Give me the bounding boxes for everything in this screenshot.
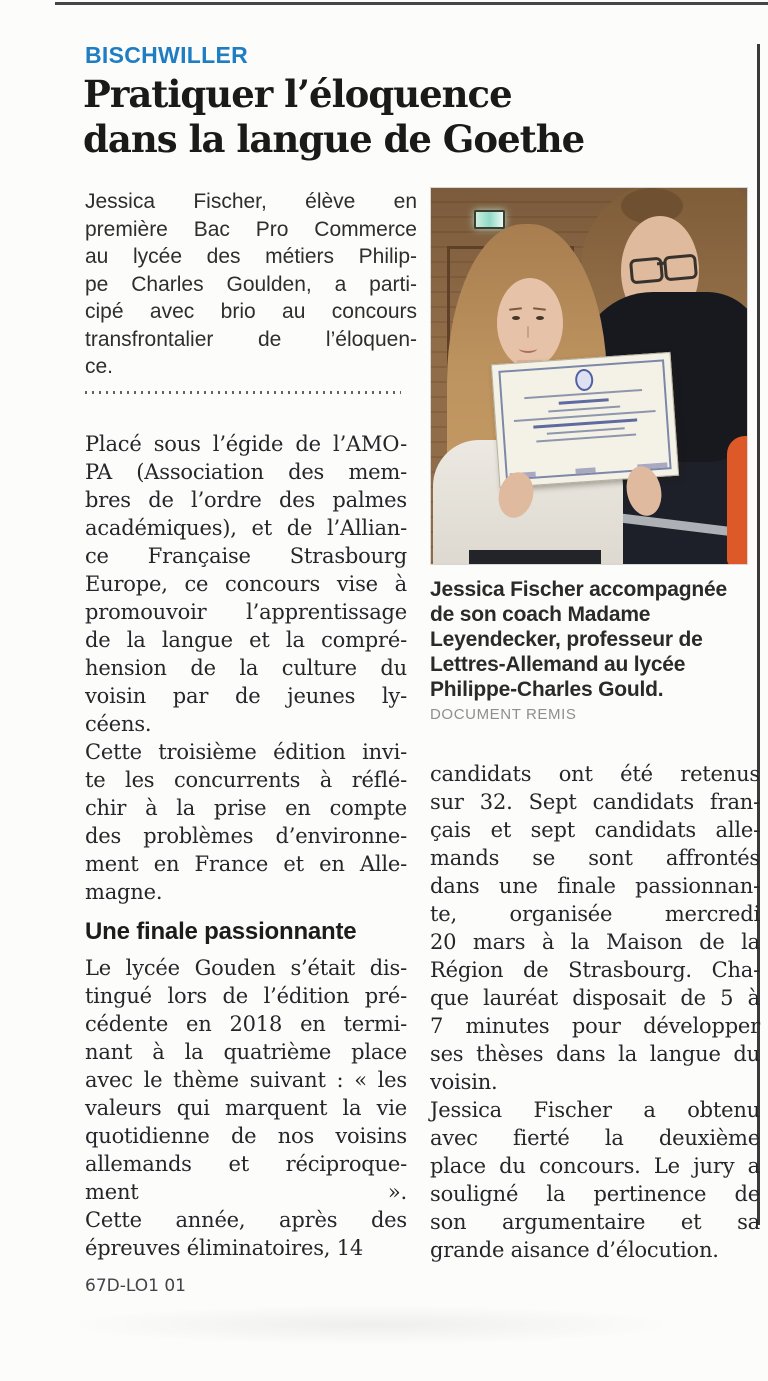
student-nose (527, 326, 529, 338)
body-column-left (85, 430, 407, 1262)
edition-code: 67D-LO1 01 (85, 1276, 186, 1296)
dotted-divider (85, 391, 401, 394)
certificate (491, 352, 679, 488)
lead-paragraph: Jessica Fischer, élève en première Bac Pro Commerce au lycée des métiers Philip- pe Charles Goulden, a parti- cipé avec brio au concours transfrontalier de l’éloquen- ce. (85, 190, 417, 378)
section-kicker: BISCHWILLER (85, 42, 249, 68)
exit-sign-light (474, 210, 505, 229)
body-column-right (430, 760, 760, 1264)
subheading: Une finale passionnante (85, 918, 357, 945)
student-eye (536, 316, 544, 320)
teacher-glasses (629, 257, 664, 285)
paragraph: Cette troisième édition invi- te les concurrents à réflé- chir à la prise en compte des problèmes d’environne- ment en France et en Alle- magne. (85, 740, 407, 904)
paragraph: Le lycée Gouden s’était dis- tingué lors de l’édition pré- cédente en 2018 en termi- nant à la quatrième place avec le thème suivant : « les valeurs qui marquent la vie quotidienne de nos voisins allemands et réciproque- ment ». Cette année, après des épreuves éliminatoires, 14 (85, 956, 407, 1260)
student-skirt (469, 550, 601, 565)
orange-chair-edge (727, 436, 748, 565)
scan-smudge (60, 1305, 680, 1345)
paragraph: Placé sous l’égide de l’AMO- PA (Association des mem- bres de l’ordre des palmes académiques), et de l’Allian- ce Française Strasbourg Europe, ce concours vise à promouvoir l’apprentissage de la langue et la compré- hension de la culture du voisin par de jeunes ly- céens. (85, 432, 407, 736)
photo-credit: DOCUMENT REMIS (430, 706, 577, 723)
student-smile (519, 344, 537, 353)
article-photo (430, 187, 748, 565)
top-rule (55, 2, 768, 5)
student-eye (512, 316, 520, 320)
paragraph: Jessica Fischer a obtenu avec fierté la deuxième place du concours. Le jury a souligné la pertinence de son argumentaire et sa grande aisance d’élocution. (430, 1098, 760, 1262)
photo-caption: Jessica Fischer accompagnée de son coach Madame Leyendecker, professeur de Lettres-Allemand au lycée Philippe-Charles Gould. (430, 578, 727, 701)
paragraph: candidats ont été retenus sur 32. Sept candidats fran- çais et sept candidats alle- mands se sont affrontés dans une finale passionnan- te, organisée mercredi 20 mars à la Maison de la Région de Strasbourg. Cha- que lauréat disposait de 5 à 7 minutes pour développer ses thèses dans la langue du voisin. (430, 762, 760, 1094)
article-headline: Pratiquer l’éloquence dans la langue de Goethe (83, 72, 585, 161)
student-face (497, 278, 563, 368)
teacher-glasses (663, 254, 698, 282)
